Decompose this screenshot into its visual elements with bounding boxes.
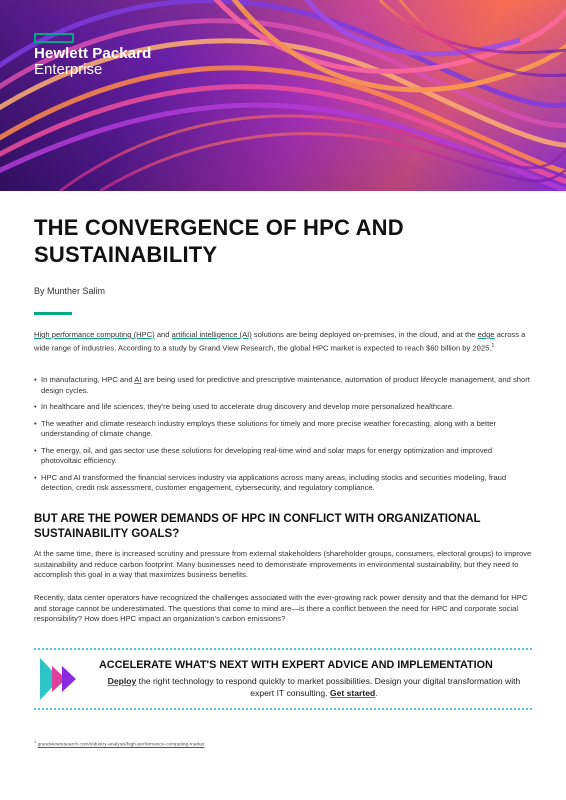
ai-inline-link[interactable]: AI: [134, 375, 142, 384]
hero-image: [0, 0, 566, 191]
footnote: [34, 739, 204, 748]
page-title: THE CONVERGENCE OF HPC AND SUSTAINABILITY: [34, 215, 404, 267]
dotted-border-top: [34, 648, 532, 650]
bullet-1-text-pre: In manufacturing, HPC and: [41, 375, 135, 384]
bullet-1-text-post: are being used for predictive and prescriptive maintenance, automation of product lifecycle management, and short design cycles.: [41, 375, 530, 395]
accent-divider: [34, 312, 72, 315]
list-item: • In healthcare and life sciences, they're being used to accelerate drug discovery and develop more personalized healthcare.: [34, 402, 532, 413]
deploy-link[interactable]: Deploy: [107, 676, 137, 686]
section-paragraph-1: At the same time, there is increased scrutiny and pressure from external stakeholders (shareholder groups, consumers, electoral groups) to improve sustainability and reduce carbon footprint. Many businesses need to demonstrate improvements in environmental sustainability, but they need to accomplish this goal in a way that maximizes business benefits.: [34, 549, 532, 579]
intro-paragraph: [34, 330, 532, 354]
abstract-swirl-graphic: [0, 0, 566, 191]
hpe-logo: [34, 33, 151, 78]
chevron-arrows-icon: [40, 658, 88, 700]
intro-text-2: solutions are being deployed on-premises, in the cloud, and at the: [251, 330, 478, 339]
ai-link[interactable]: artificial intelligence (AI): [171, 330, 252, 339]
cta-body: the right technology to respond quickly to market possibilities. Design your digital transformation with expert IT consulting.: [136, 676, 521, 698]
cta-banner: [34, 648, 532, 710]
author-byline: By Munther Salim: [34, 286, 106, 296]
cta-text: [104, 675, 524, 699]
intro-text-1: and: [154, 330, 172, 339]
footnote-number: 1: [34, 739, 37, 744]
hpc-link[interactable]: High performance computing (HPC): [34, 330, 155, 339]
industry-bullet-list: [34, 375, 532, 500]
logo-text-line1: Hewlett Packard: [34, 45, 152, 62]
footnote-link[interactable]: grandviewresearch.com/industry-analysis/high-performance-computing-market: [37, 742, 205, 748]
list-item: [34, 375, 532, 396]
footnote-ref: 1: [491, 342, 495, 349]
list-item: • The energy, oil, and gas sector use these solutions for developing real-time wind and solar maps for energy optimization and improved photovoltaic efficiency.: [34, 446, 532, 467]
cta-title: ACCELERATE WHAT'S NEXT WITH EXPERT ADVICE AND IMPLEMENTATION: [99, 659, 493, 671]
hpe-logo-mark: [34, 33, 74, 43]
list-item: • The weather and climate research industry employs these solutions for timely and more precise weather forecasting, along with a better understanding of climate change.: [34, 419, 532, 440]
section-heading: BUT ARE THE POWER DEMANDS OF HPC IN CONFLICT WITH ORGANIZATIONAL SUSTAINABILITY GOALS?: [34, 513, 481, 540]
section-paragraph-2: Recently, data center operators have recognized the challenges associated with the ever-growing rack power density and that the demand for HPC and storage cannot be underestimated. The questions that come to mind are—is there a conflict between the need for HPC and corporate social responsibility? How does HPC impact an organization's carbon emissions?: [34, 593, 528, 623]
get-started-link[interactable]: Get started: [329, 688, 376, 698]
list-item: • HPC and AI transformed the financial services industry via applications across many areas, including stocks and securities modeling, fraud detection, credit risk assessment, customer engagement, cybersecurity, and regulatory compliance.: [34, 473, 532, 494]
intro-text-3: across a wide range of industries. According to a study by Grand View Research, the global HPC market is expected to reach $60 billion by 2025.: [34, 330, 526, 353]
cta-end: .: [375, 688, 378, 698]
logo-text-line2: Enterprise: [34, 61, 103, 78]
edge-link[interactable]: edge: [477, 330, 495, 339]
dotted-border-bottom: [34, 708, 532, 710]
